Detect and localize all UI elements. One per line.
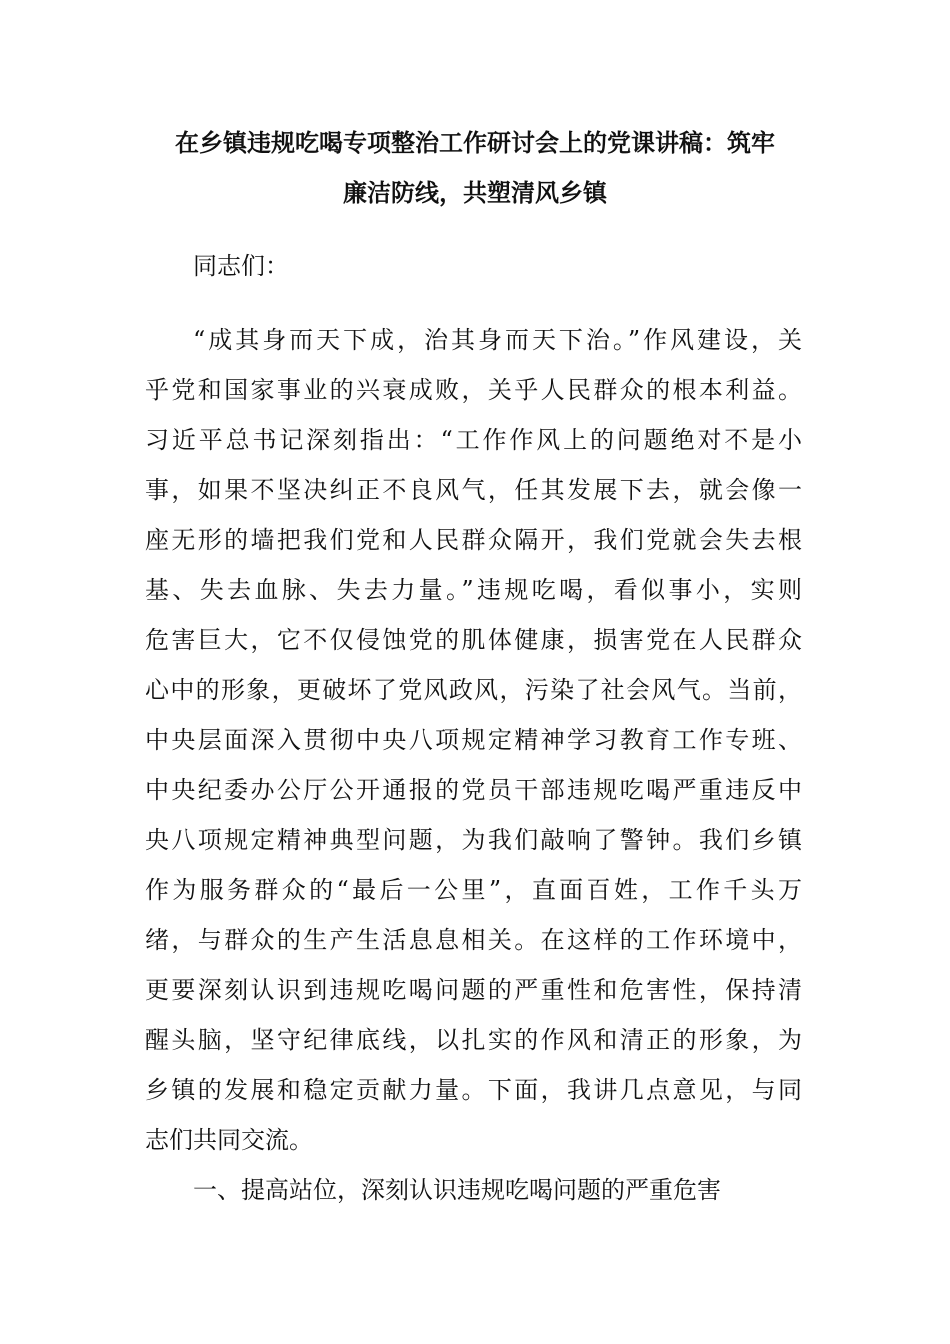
paragraph-line: 乡镇的发展和稳定贡献力量。下面，我讲几点意见，与同 <box>145 1076 802 1104</box>
paragraph-line: 危害巨大，它不仅侵蚀党的肌体健康，损害党在人民群众 <box>145 626 802 654</box>
salutation: 同志们： <box>193 252 289 280</box>
paragraph-line: 中央层面深入贯彻中央八项规定精神学习教育工作专班、 <box>145 726 802 754</box>
section-heading: 一、提高站位，深刻认识违规吃喝问题的严重危害 <box>193 1176 721 1204</box>
paragraph-line: 绪，与群众的生产生活息息相关。在这样的工作环境中， <box>145 926 802 954</box>
paragraph-line: 志们共同交流。 <box>145 1126 313 1154</box>
paragraph-line: 醒头脑，坚守纪律底线，以扎实的作风和清正的形象，为 <box>145 1026 802 1054</box>
document-title-line-2: 廉洁防线，共塑清风乡镇 <box>343 178 607 207</box>
document-body <box>145 241 802 1215</box>
paragraph-line: 座无形的墙把我们党和人民群众隔开，我们党就会失去根 <box>145 526 802 554</box>
paragraph-line: 心中的形象，更破坏了党风政风，污染了社会风气。当前， <box>145 676 802 704</box>
paragraph-line: 作为服务群众的“最后一公里”，直面百姓，工作千头万 <box>145 876 802 904</box>
paragraph-line: 央八项规定精神典型问题，为我们敲响了警钟。我们乡镇 <box>145 826 802 854</box>
paragraph-line: 基、失去血脉、失去力量。”违规吃喝，看似事小，实则 <box>145 576 802 604</box>
document-title-line-1: 在乡镇违规吃喝专项整治工作研讨会上的党课讲稿：筑牢 <box>175 128 775 157</box>
paragraph-line: 更要深刻认识到违规吃喝问题的严重性和危害性，保持清 <box>145 976 802 1004</box>
paragraph-line: “成其身而天下成，治其身而天下治。”作风建设，关 <box>193 326 802 354</box>
paragraph-line: 习近平总书记深刻指出：“工作作风上的问题绝对不是小 <box>145 426 802 454</box>
paragraph-line: 乎党和国家事业的兴衰成败，关乎人民群众的根本利益。 <box>145 376 802 404</box>
paragraph-line: 事，如果不坚决纠正不良风气，任其发展下去，就会像一 <box>145 476 802 504</box>
paragraph-line: 中央纪委办公厅公开通报的党员干部违规吃喝严重违反中 <box>145 776 802 804</box>
